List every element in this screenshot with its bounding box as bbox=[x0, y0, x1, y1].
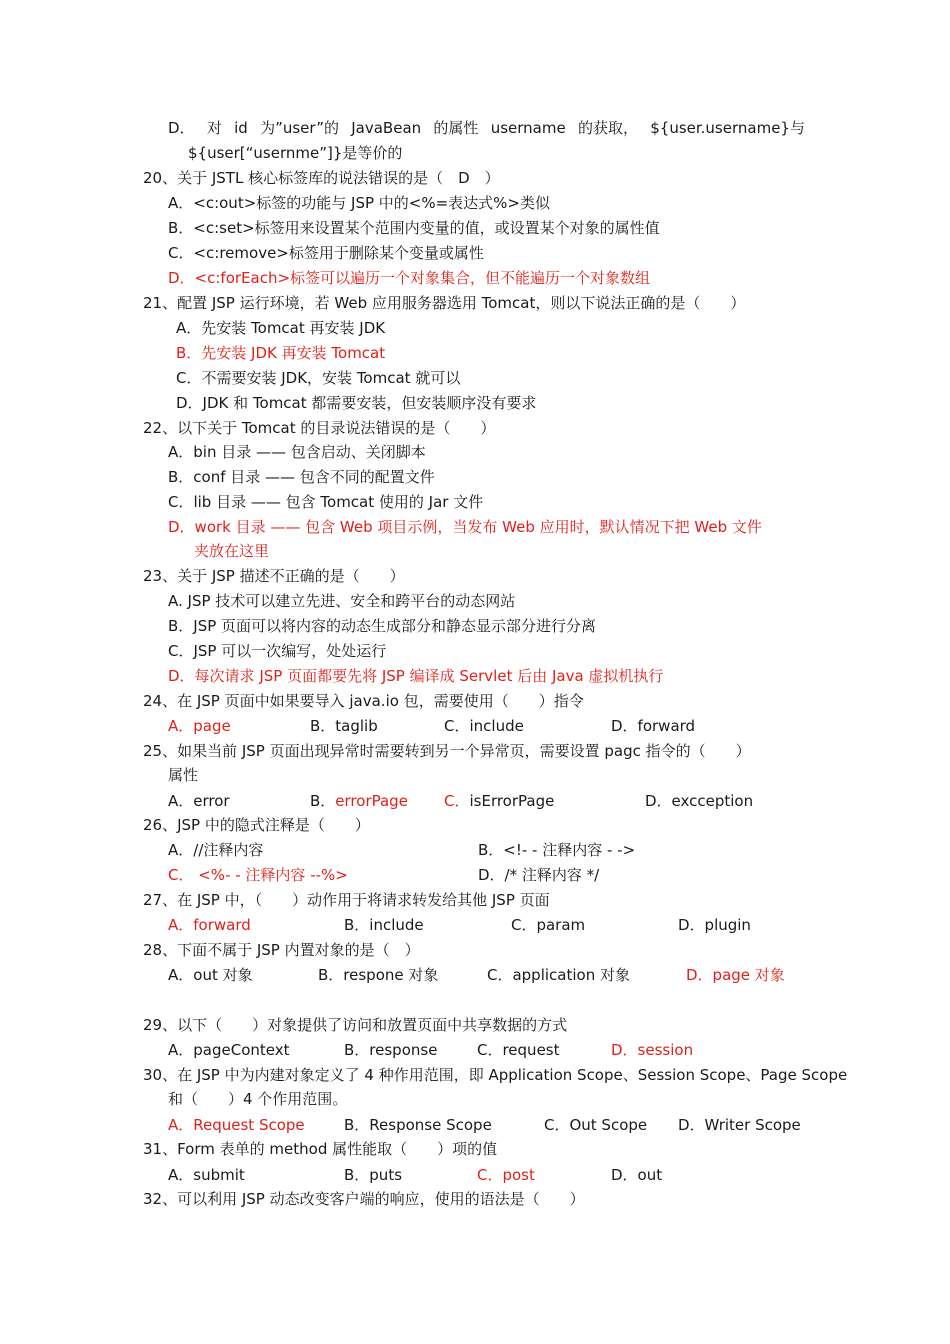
q22-option-a: A．bin 目录 —— 包含启动、关闭脚本 bbox=[168, 443, 426, 461]
q22-question: 22、以下关于 Tomcat 的目录说法错误的是（ ） bbox=[143, 419, 496, 437]
q22-option-d-answer-line2: 夹放在这里 bbox=[194, 542, 270, 560]
q19-d-part: id bbox=[234, 119, 248, 137]
q21-option-b-answer: B．先安装 JDK 再安装 Tomcat bbox=[176, 344, 386, 362]
q28-option-d-answer: D．page 对象 bbox=[686, 966, 785, 984]
q28-option-c: C．application 对象 bbox=[487, 966, 630, 984]
q26-option-d: D．/* 注释内容 */ bbox=[478, 866, 600, 884]
q31-options bbox=[0, 1165, 950, 1185]
q19-d-part: 为”user”的 bbox=[260, 119, 339, 137]
q27-question: 27、在 JSP 中，（ ）动作用于将请求转发给其他 JSP 页面 bbox=[143, 891, 550, 909]
q28-option-b: B．respone 对象 bbox=[318, 966, 439, 984]
q22-option-b: B．conf 目录 —— 包含不同的配置文件 bbox=[168, 468, 435, 486]
q19-option-d-line1 bbox=[168, 118, 805, 138]
q20-option-b: B．<c:set>标签用来设置某个范围内变量的值，或设置某个对象的属性值 bbox=[168, 219, 660, 237]
q30-option-a-answer: A．Request Scope bbox=[168, 1116, 305, 1134]
q31-option-d: D．out bbox=[611, 1166, 663, 1184]
q30-option-b: B．Response Scope bbox=[344, 1116, 492, 1134]
q25-option-d: D．excception bbox=[645, 792, 754, 810]
q24-question: 24、在 JSP 页面中如果要导入 java.io 包，需要使用（ ）指令 bbox=[143, 692, 584, 710]
q19-d-part: 的获取， bbox=[577, 119, 638, 137]
q29-option-a: A．pageContext bbox=[168, 1041, 290, 1059]
q25-option-b-label: B． bbox=[310, 792, 336, 810]
q22-option-d-answer-line1: D．work 目录 —— 包含 Web 项目示例，当发布 Web 应用时，默认情况下把 Web 文件 bbox=[168, 518, 762, 536]
q26-options-row1 bbox=[0, 840, 950, 860]
q31-question: 31、Form 表单的 method 属性能取（ ）项的值 bbox=[143, 1140, 498, 1158]
q25-option-b-answer: errorPage bbox=[335, 792, 408, 810]
q26-question: 26、JSP 中的隐式注释是（ ） bbox=[143, 816, 370, 834]
q23-question: 23、关于 JSP 描述不正确的是（ ） bbox=[143, 567, 405, 585]
q26-options-row2 bbox=[0, 865, 950, 885]
q21-option-a: A．先安装 Tomcat 再安装 JDK bbox=[176, 319, 386, 337]
q25-options bbox=[0, 791, 950, 811]
q27-option-d: D．plugin bbox=[678, 916, 751, 934]
q28-question: 28、下面不属于 JSP 内置对象的是（ ） bbox=[143, 941, 420, 959]
q29-option-d-answer: D．session bbox=[611, 1041, 694, 1059]
q29-question: 29、以下（ ）对象提供了访问和放置页面中共享数据的方式 bbox=[143, 1016, 568, 1034]
q30-options bbox=[0, 1115, 950, 1135]
q32-question: 32、可以利用 JSP 动态改变客户端的响应，使用的语法是（ ） bbox=[143, 1190, 585, 1208]
q19-d-part: username bbox=[490, 119, 566, 137]
q25-question-line2: 属性 bbox=[168, 766, 199, 784]
q23-option-b: B．JSP 页面可以将内容的动态生成部分和静态显示部分进行分离 bbox=[168, 617, 597, 635]
q29-options bbox=[0, 1040, 950, 1060]
q25-option-b bbox=[310, 791, 408, 811]
q25-option-c-label: C． bbox=[444, 792, 470, 810]
q31-option-b: B．puts bbox=[344, 1166, 403, 1184]
q27-option-b: B．include bbox=[344, 916, 424, 934]
q19-d-part: 对 bbox=[206, 119, 222, 137]
q24-option-b: B．taglib bbox=[310, 717, 378, 735]
q19-d-part: ${user.username}与 bbox=[650, 119, 805, 137]
q19-d-part: D． bbox=[168, 119, 195, 137]
q23-option-a: A. JSP 技术可以建立先进、安全和跨平台的动态网站 bbox=[168, 592, 516, 610]
q25-option-c bbox=[444, 791, 554, 811]
q28-option-a: A．out 对象 bbox=[168, 966, 253, 984]
q27-option-a-answer: A．forward bbox=[168, 916, 251, 934]
q24-option-c: C．include bbox=[444, 717, 524, 735]
q28-options bbox=[0, 965, 950, 985]
q24-option-a-answer: A．page bbox=[168, 717, 231, 735]
q30-question-line2: 和（ ）4 个作用范围。 bbox=[168, 1090, 348, 1108]
q23-option-c: C．JSP 可以一次编写，处处运行 bbox=[168, 642, 387, 660]
q20-question: 20、关于 JSTL 核心标签库的说法错误的是（ D ） bbox=[143, 169, 500, 187]
q19-d-part: JavaBean bbox=[351, 119, 422, 137]
q21-option-d: D．JDK 和 Tomcat 都需要安装，但安装顺序没有要求 bbox=[176, 394, 537, 412]
q25-question-line1: 25、如果当前 JSP 页面出现异常时需要转到另一个异常页，需要设置 pagc 指令的（ ） bbox=[143, 742, 751, 760]
q21-option-c: C．不需要安装 JDK，安装 Tomcat 就可以 bbox=[176, 369, 461, 387]
q20-option-a: A．<c:out>标签的功能与 JSP 中的<%=表达式%>类似 bbox=[168, 194, 551, 212]
q21-question: 21、配置 JSP 运行环境，若 Web 应用服务器选用 Tomcat，则以下说法正确的是（ ） bbox=[143, 294, 746, 312]
q24-options bbox=[0, 716, 950, 736]
q31-option-a: A．submit bbox=[168, 1166, 245, 1184]
q29-option-b: B．response bbox=[344, 1041, 438, 1059]
q25-option-c-text: isErrorPage bbox=[469, 792, 555, 810]
q29-option-c: C．request bbox=[477, 1041, 560, 1059]
q20-option-d-answer: D．<c:forEach>标签可以遍历一个对象集合，但不能遍历一个对象数组 bbox=[168, 269, 651, 287]
q24-option-d: D．forward bbox=[611, 717, 696, 735]
q22-option-c: C．lib 目录 —— 包含 Tomcat 使用的 Jar 文件 bbox=[168, 493, 484, 511]
q19-option-d-line2: ${user[“usernme”]}是等价的 bbox=[188, 144, 403, 162]
q20-option-c: C．<c:remove>标签用于删除某个变量或属性 bbox=[168, 244, 484, 262]
q27-options bbox=[0, 915, 950, 935]
q26-option-c-answer: C． <%- - 注释内容 --%> bbox=[168, 866, 348, 884]
q19-d-part: 的属性 bbox=[433, 119, 479, 137]
q26-option-b: B．<!- - 注释内容 - -> bbox=[478, 841, 636, 859]
q31-option-c-answer: C．post bbox=[477, 1166, 535, 1184]
q30-option-c: C．Out Scope bbox=[544, 1116, 648, 1134]
q30-option-d: D．Writer Scope bbox=[678, 1116, 801, 1134]
q27-option-c: C．param bbox=[511, 916, 586, 934]
q26-option-a: A．//注释内容 bbox=[168, 841, 264, 859]
q30-question-line1: 30、在 JSP 中为内建对象定义了 4 种作用范围，即 Application Scope、Session Scope、Page Scope bbox=[143, 1066, 848, 1084]
q23-option-d-answer: D．每次请求 JSP 页面都要先将 JSP 编译成 Servlet 后由 Java 虚拟机执行 bbox=[168, 667, 664, 685]
q25-option-a: A．error bbox=[168, 792, 230, 810]
